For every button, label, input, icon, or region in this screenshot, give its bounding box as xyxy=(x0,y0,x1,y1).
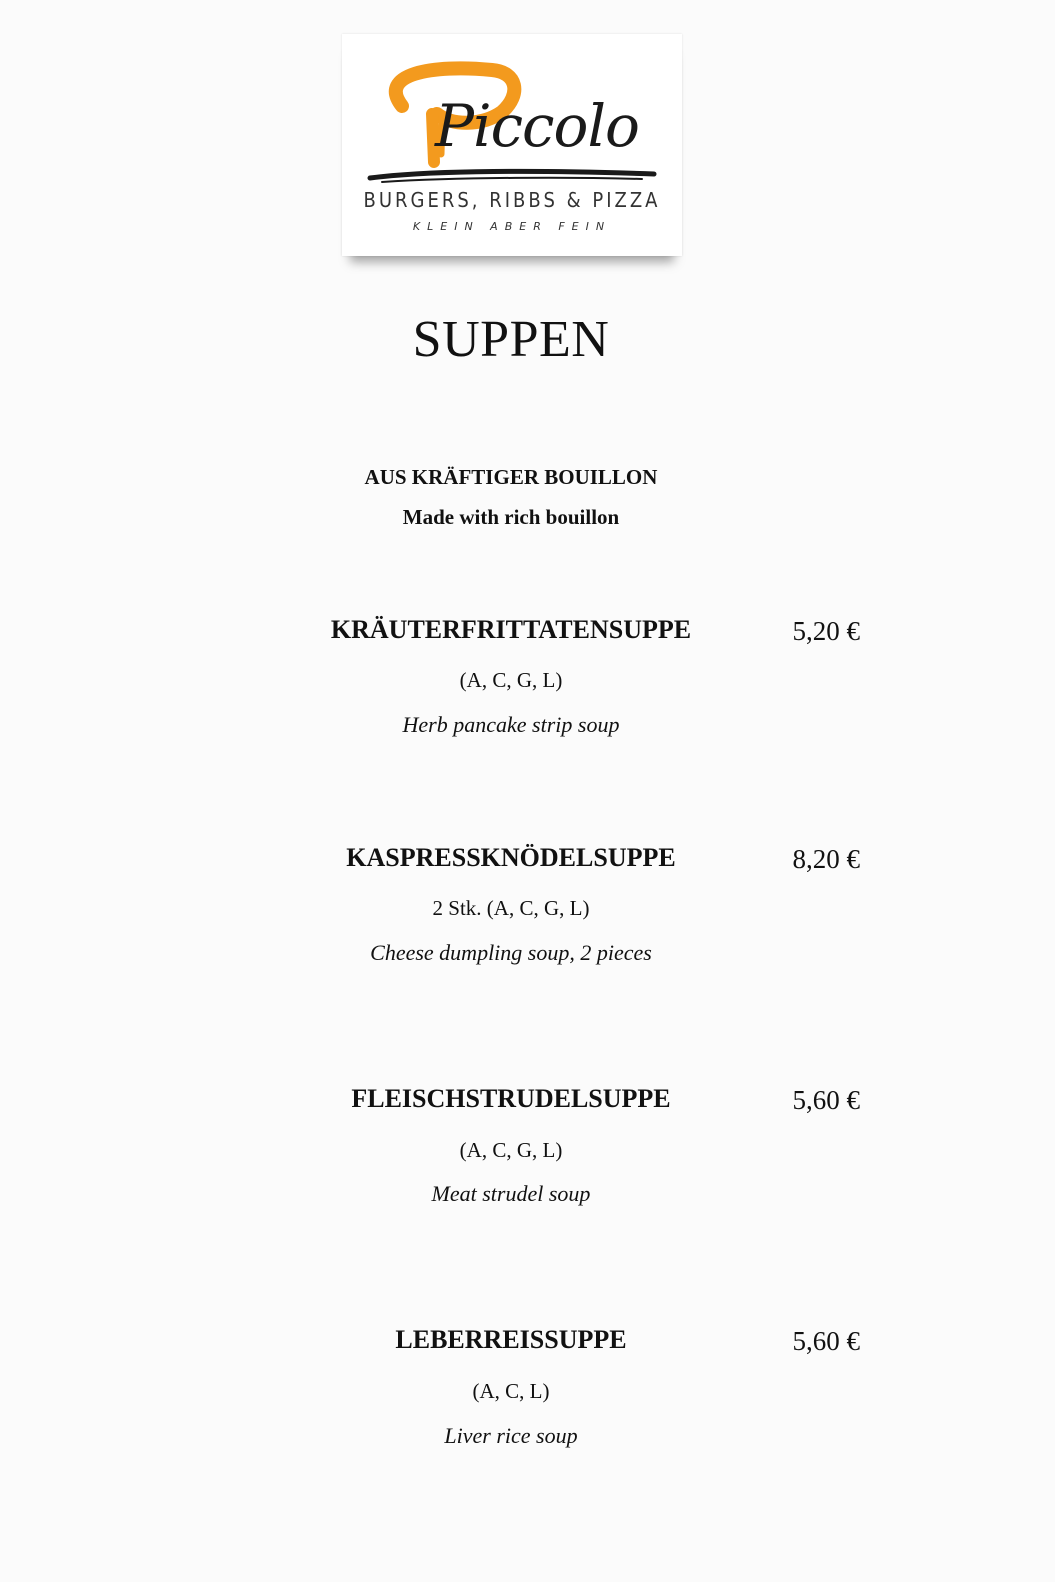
item-price: 5,20 € xyxy=(792,616,860,646)
item-name: FLEISCHSTRUDELSUPPE xyxy=(351,1084,671,1113)
item-description: Herb pancake strip soup xyxy=(402,712,620,737)
item-price: 8,20 € xyxy=(792,844,860,874)
intro-english: Made with rich bouillon xyxy=(402,505,620,529)
item-description: Liver rice soup xyxy=(444,1423,578,1448)
logo-wordmark: Piccolo xyxy=(435,92,639,160)
item-price: 5,60 € xyxy=(792,1326,860,1356)
item-allergens: (A, C, G, L) xyxy=(459,1138,563,1162)
item-description: Meat strudel soup xyxy=(431,1181,591,1206)
logo-slogan: KLEIN ABER FEIN xyxy=(412,220,612,233)
item-allergens: (A, C, L) xyxy=(472,1379,550,1403)
logo xyxy=(342,34,682,256)
item-name: KRÄUTERFRITTATENSUPPE xyxy=(330,615,692,644)
logo-tagline: BURGERS, RIBBS & PIZZA xyxy=(363,188,661,213)
item-name: LEBERREISSUPPE xyxy=(395,1325,627,1354)
page-title: SUPPEN xyxy=(412,311,610,368)
item-allergens: 2 Stk. (A, C, G, L) xyxy=(432,896,590,920)
intro-german: AUS KRÄFTIGER BOUILLON xyxy=(364,465,658,489)
item-allergens: (A, C, G, L) xyxy=(459,668,563,692)
item-description: Cheese dumpling soup, 2 pieces xyxy=(370,940,652,965)
item-price: 5,60 € xyxy=(792,1085,860,1115)
item-name: KASPRESSKNÖDELSUPPE xyxy=(346,843,676,872)
